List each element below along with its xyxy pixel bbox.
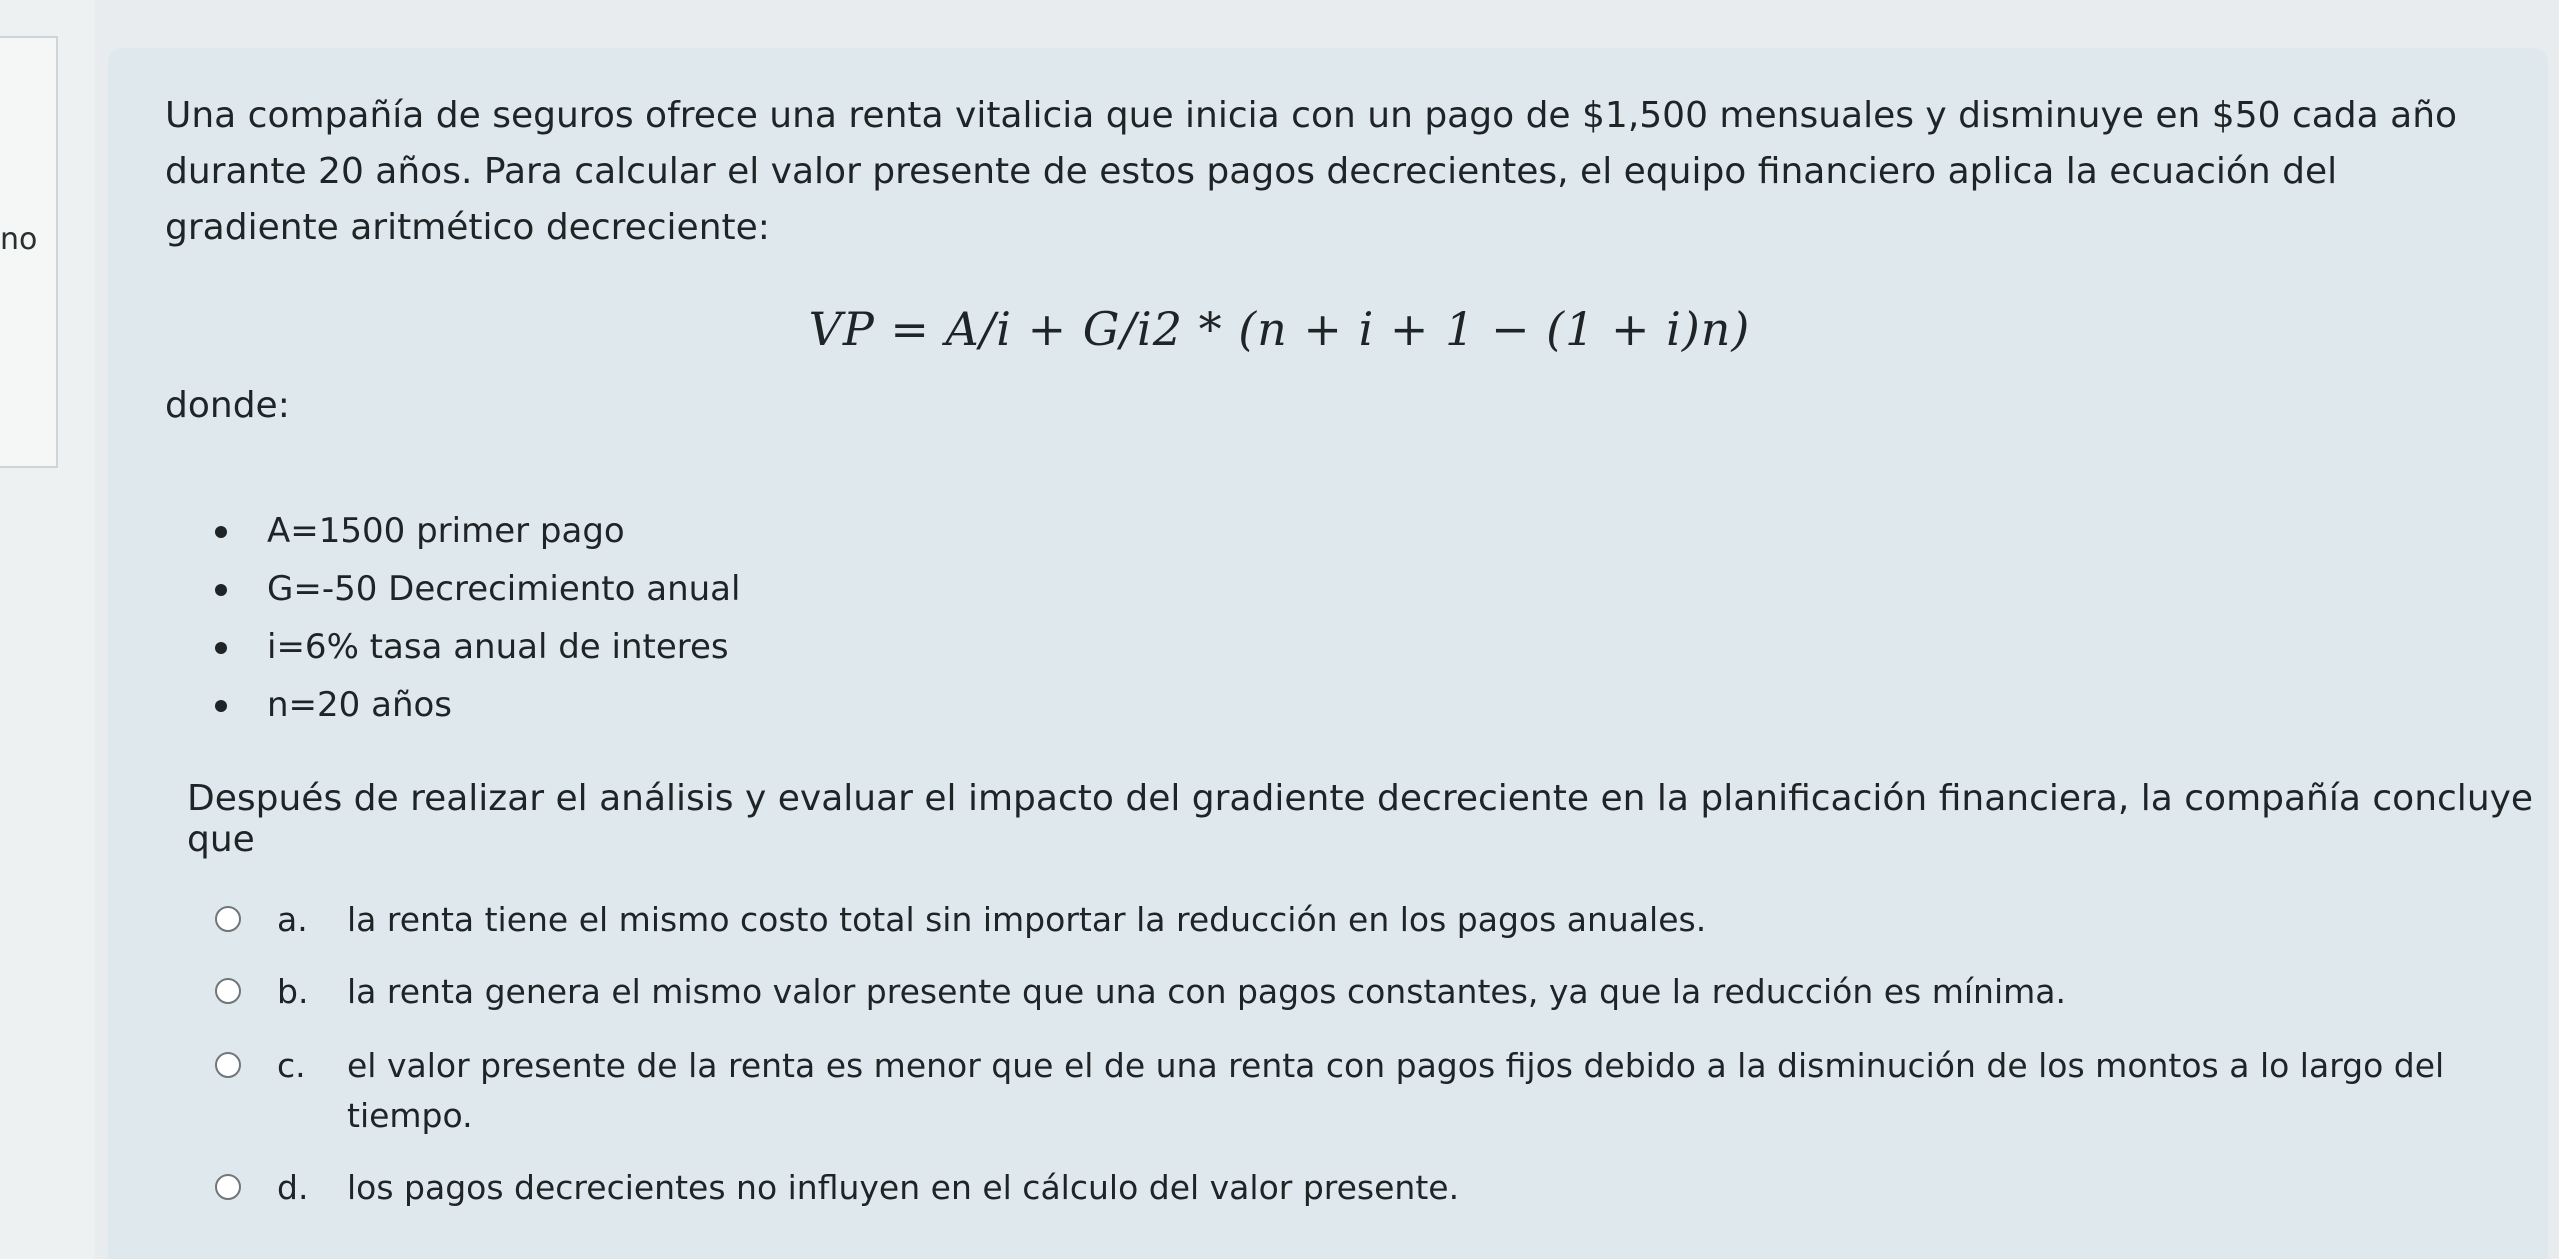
option-text: la renta genera el mismo valor presente que una con pagos constantes, ya que la reducción es mínima. xyxy=(347,972,2066,1011)
list-item xyxy=(215,560,740,618)
sidebar-partial-text: no xyxy=(0,222,38,257)
left-sidebar xyxy=(0,0,95,1259)
bullet-icon xyxy=(215,700,227,712)
radio-button[interactable] xyxy=(215,978,241,1004)
option-letter: c. xyxy=(277,1046,306,1085)
bullet-icon xyxy=(215,642,227,654)
question-stem: Una compañía de seguros ofrece una renta vitalicia que inicia con un pago de $1,500 mensuales y disminuye en $50 cada año durante 20 años. Para calcular el valor presente de estos pagos decrecientes, el equipo financiero aplica la ecuación del gradiente aritmético decreciente: xyxy=(165,95,2458,248)
variable-text: G=-50 Decrecimiento anual xyxy=(267,569,741,609)
conclusion-text: Después de realizar el análisis y evaluar el impacto del gradiente decreciente en la planificación financiera, la compañía concluye que xyxy=(187,778,2534,860)
option-text: los pagos decrecientes no influyen en el cálculo del valor presente. xyxy=(347,1168,1460,1207)
radio-button[interactable] xyxy=(215,1174,241,1200)
bullet-icon xyxy=(215,584,227,596)
option-text: la renta tiene el mismo costo total sin importar la reducción en los pagos anuales. xyxy=(347,900,1707,939)
list-item xyxy=(215,676,740,734)
radio-button[interactable] xyxy=(215,906,241,932)
bullet-icon xyxy=(215,526,227,538)
option-letter: d. xyxy=(277,1168,309,1207)
radio-button[interactable] xyxy=(215,1052,241,1078)
donde-label: donde: xyxy=(165,385,290,426)
list-item xyxy=(215,502,740,560)
option-letter: a. xyxy=(277,900,308,939)
variable-text: n=20 años xyxy=(267,685,453,725)
variable-text: i=6% tasa anual de interes xyxy=(267,627,729,667)
formula: VP = A/i + G/i2 * (n + i + 1 − (1 + i)n) xyxy=(808,302,1751,356)
list-item xyxy=(215,618,740,676)
option-letter: b. xyxy=(277,972,309,1011)
variable-text: A=1500 primer pago xyxy=(267,511,625,551)
variable-list xyxy=(215,502,740,734)
option-text: el valor presente de la renta es menor que el de una renta con pagos fijos debido a la disminución de los montos a lo largo del tiempo. xyxy=(347,1046,2445,1135)
